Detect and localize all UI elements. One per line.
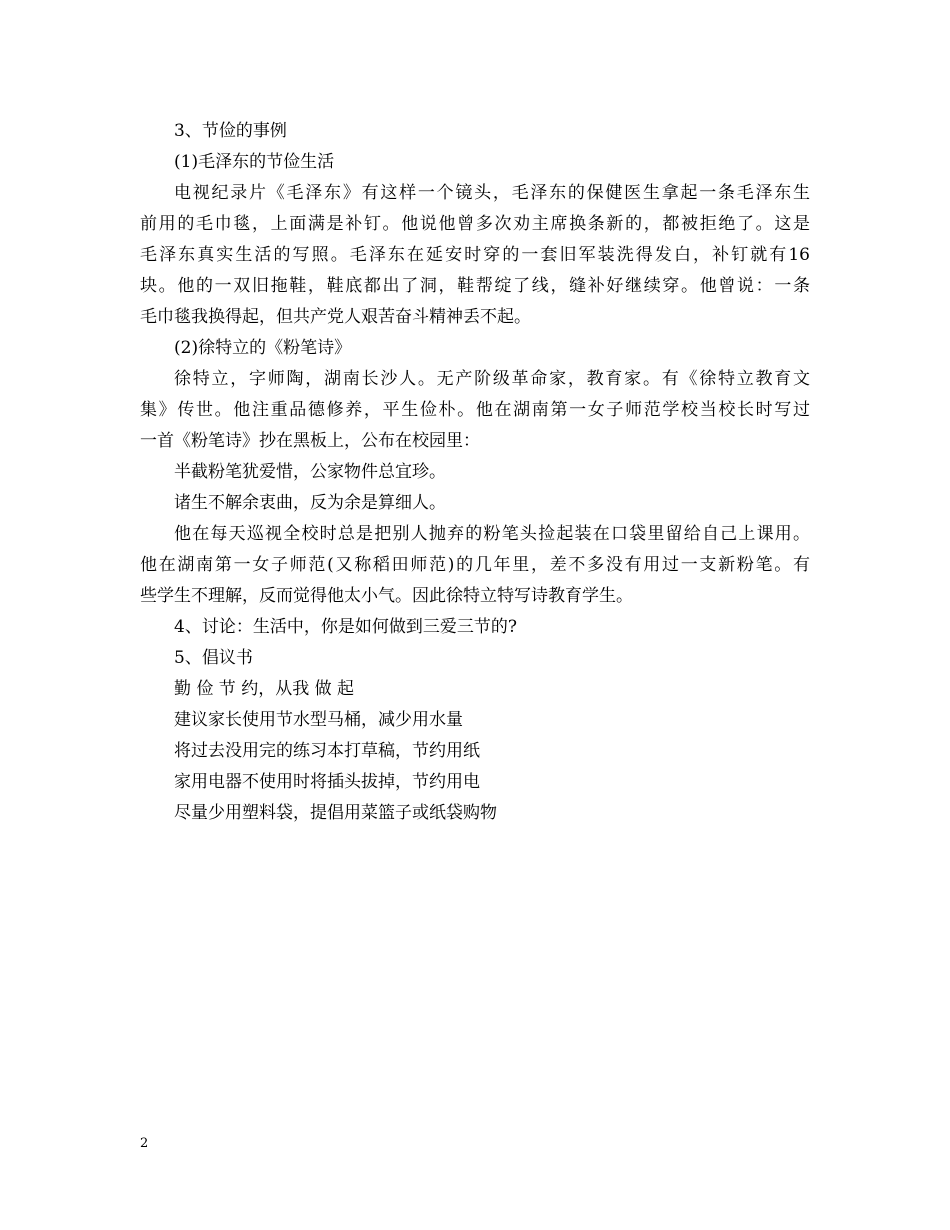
section-heading: 3、节俭的事例 xyxy=(174,121,287,141)
paragraph-line: 些学生不理解，反而觉得他太小气。因此徐特立特写诗教育学生。 xyxy=(140,586,633,606)
proposal-item: 将过去没用完的练习本打草稿，节约用纸 xyxy=(174,741,480,761)
section-heading: 5、倡议书 xyxy=(174,648,253,668)
proposal-item: 家用电器不使用时将插头拔掉，节约用电 xyxy=(174,772,480,792)
proposal-item: 建议家长使用节水型马桶，减少用水量 xyxy=(174,710,463,730)
paragraph-line: 集》传世。他注重品德修养，平生俭朴。他在湖南第一女子师范学校当校长时写过 xyxy=(140,400,810,420)
paragraph-line: 毛泽东真实生活的写照。毛泽东在延安时穿的一套旧军装洗得发白，补钉就有16 xyxy=(140,245,810,265)
subsection-heading: (2)徐特立的《粉笔诗》 xyxy=(174,338,352,358)
proposal-item: 尽量少用塑料袋，提倡用菜篮子或纸袋购物 xyxy=(174,803,497,823)
document-body xyxy=(140,116,810,829)
paragraph-line: 电视纪录片《毛泽东》有这样一个镜头，毛泽东的保健医生拿起一条毛泽东生 xyxy=(174,183,810,203)
subsection-heading: (1)毛泽东的节俭生活 xyxy=(174,152,335,172)
paragraph-line: 前用的毛巾毯，上面满是补钉。他说他曾多次劝主席换条新的，都被拒绝了。这是 xyxy=(140,214,810,234)
proposal-title: 勤 俭 节 约，从我 做 起 xyxy=(174,679,355,699)
poem-line: 半截粉笔犹爱惜，公家物件总宜珍。 xyxy=(174,462,446,482)
paragraph-line: 他在每天巡视全校时总是把别人抛弃的粉笔头捡起装在口袋里留给自己上课用。 xyxy=(174,524,810,544)
page-number: 2 xyxy=(140,1136,149,1151)
section-heading: 4、讨论：生活中，你是如何做到三爱三节的? xyxy=(174,617,517,637)
paragraph-line: 块。他的一双旧拖鞋，鞋底都出了洞，鞋帮绽了线，缝补好继续穿。他曾说：一条 xyxy=(140,276,810,296)
paragraph-line: 毛巾毯我换得起，但共产党人艰苦奋斗精神丢不起。 xyxy=(140,307,531,327)
paragraph-line: 徐特立，字师陶，湖南长沙人。无产阶级革命家，教育家。有《徐特立教育文 xyxy=(174,369,810,389)
paragraph-line: 一首《粉笔诗》抄在黑板上，公布在校园里： xyxy=(140,431,480,451)
paragraph-line: 他在湖南第一女子师范(又称稻田师范)的几年里，差不多没有用过一支新粉笔。有 xyxy=(140,555,810,575)
poem-line: 诸生不解余衷曲，反为余是算细人。 xyxy=(174,493,446,513)
